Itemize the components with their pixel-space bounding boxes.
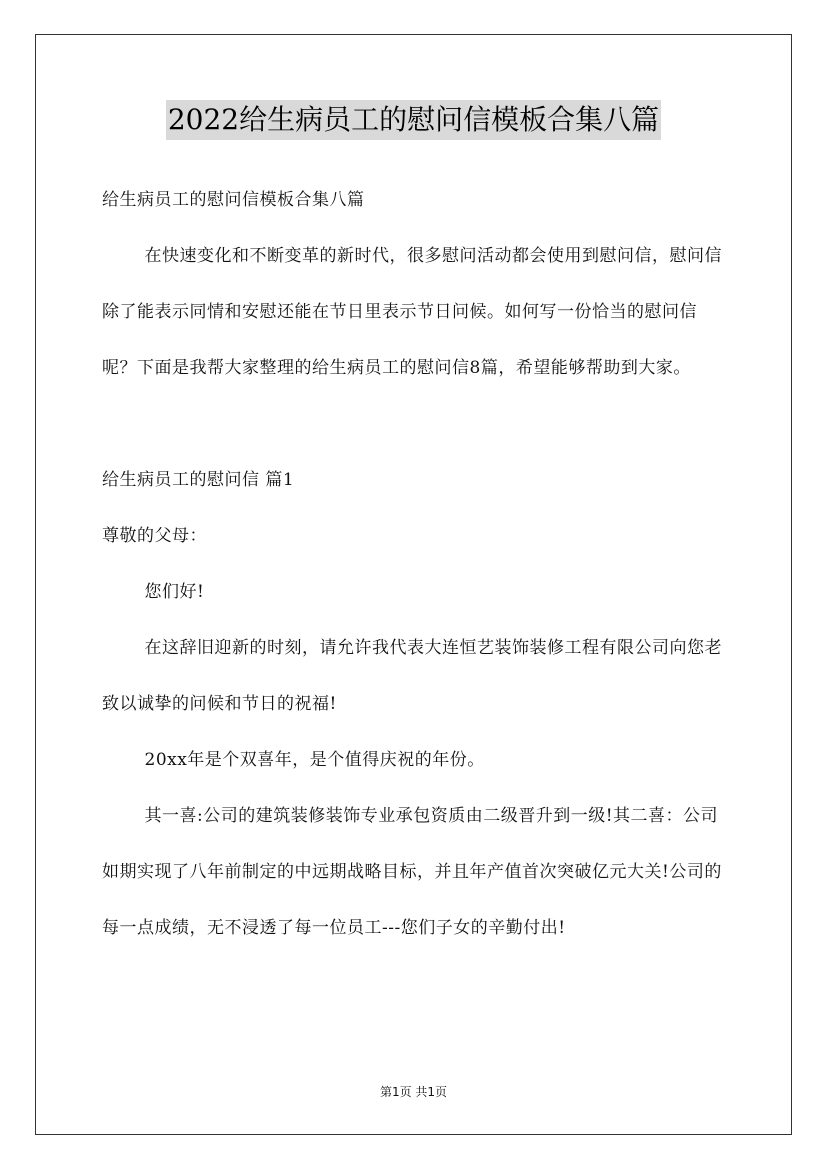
salutation: 尊敬的父母： (102, 526, 207, 546)
intro-paragraph: 在快速变化和不断变革的新时代，很多慰问活动都会使用到慰问信，慰问信除了能表示同情和安慰还能在节日里表示节日问候。如何写一份恰当的慰问信呢？下面是我帮大家整理的给生病员工的慰问信8篇，希望能够帮助到大家。 (102, 246, 722, 378)
body-paragraph: 其一喜:公司的建筑装修装饰专业承包资质由二级晋升到一级!其二喜：公司如期实现了八年前制定的中远期战略目标，并且年产值首次突破亿元大关!公司的每一点成绩，无不浸透了每一位员工---您们子女的辛勤付出! (102, 806, 722, 938)
subtitle: 给生病员工的慰问信模板合集八篇 (102, 190, 365, 210)
document-body (102, 172, 730, 956)
document-title-wrap (0, 100, 827, 140)
spacer (102, 396, 730, 452)
section-heading: 给生病员工的慰问信 篇1 (102, 470, 295, 490)
greeting: 您们好! (144, 582, 205, 602)
page-footer: 第1页 共1页 (379, 1085, 448, 1099)
document-title: 2022给生病员工的慰问信模板合集八篇 (166, 100, 661, 140)
body-paragraph: 20xx年是个双喜年，是个值得庆祝的年份。 (144, 750, 485, 770)
body-paragraph: 在这辞旧迎新的时刻，请允许我代表大连恒艺装饰装修工程有限公司向您老致以诚挚的问候和节日的祝福! (102, 638, 722, 714)
